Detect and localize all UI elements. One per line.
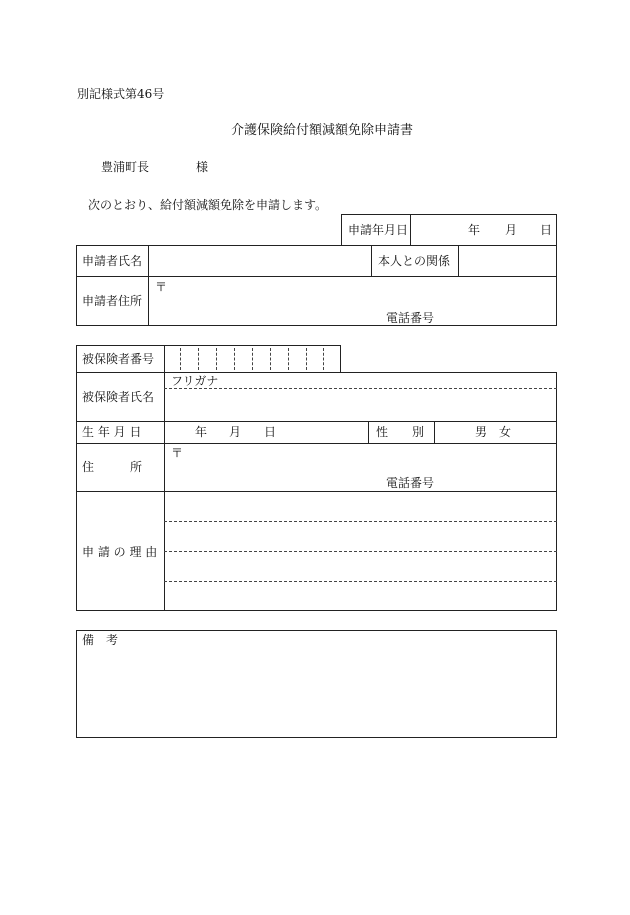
insured-address-label: 住 所 — [82, 460, 143, 474]
sex-options: 男 女 — [475, 425, 512, 439]
insured-number-digit-divider — [180, 348, 181, 370]
application-date-label: 申請年月日 — [348, 223, 409, 237]
remarks-label: 備 考 — [82, 633, 119, 647]
birth-date-label: 生 年 月 日 — [82, 425, 142, 439]
remarks-box — [76, 630, 557, 738]
applicant-name-label: 申請者氏名 — [82, 254, 143, 268]
insured-number-digit-divider — [270, 348, 271, 370]
insured-number-digit-divider — [323, 348, 324, 370]
insured-number-digit-divider — [252, 348, 253, 370]
applicant-phone-label: 電話番号 — [386, 311, 435, 325]
addressee-honorific: 様 — [196, 160, 209, 174]
insured-number-label: 被保険者番号 — [82, 352, 155, 366]
insured-number-digit-divider — [198, 348, 199, 370]
application-date-year: 年 — [468, 223, 481, 237]
relation-label: 本人との関係 — [378, 254, 451, 268]
insured-phone-label: 電話番号 — [386, 476, 435, 490]
furigana-label: フリガナ — [171, 374, 219, 388]
page-title: 介護保険給付額減額免除申請書 — [231, 123, 414, 138]
addressee-name: 豊浦町長 — [101, 160, 150, 174]
insured-postal-mark: 〒 — [171, 446, 184, 460]
application-date-day: 日 — [540, 223, 553, 237]
insured-number-digit-divider — [306, 348, 307, 370]
applicant-postal-mark: 〒 — [155, 280, 168, 294]
intro-text: 次のとおり、給付額減額免除を申請します。 — [88, 198, 328, 212]
insured-name-label: 被保険者氏名 — [82, 390, 155, 404]
birth-date-year: 年 — [195, 425, 208, 439]
insured-number-digit-divider — [288, 348, 289, 370]
insured-number-digit-divider — [216, 348, 217, 370]
form-number: 別記様式第46号 — [77, 87, 165, 101]
sex-label: 性 別 — [376, 425, 425, 439]
applicant-address-label: 申請者住所 — [82, 294, 143, 308]
application-date-month: 月 — [505, 223, 518, 237]
insured-number-digit-divider — [234, 348, 235, 370]
application-reason-label: 申 請 の 理 由 — [82, 545, 158, 559]
birth-date-month: 月 — [229, 425, 242, 439]
birth-date-day: 日 — [264, 425, 277, 439]
